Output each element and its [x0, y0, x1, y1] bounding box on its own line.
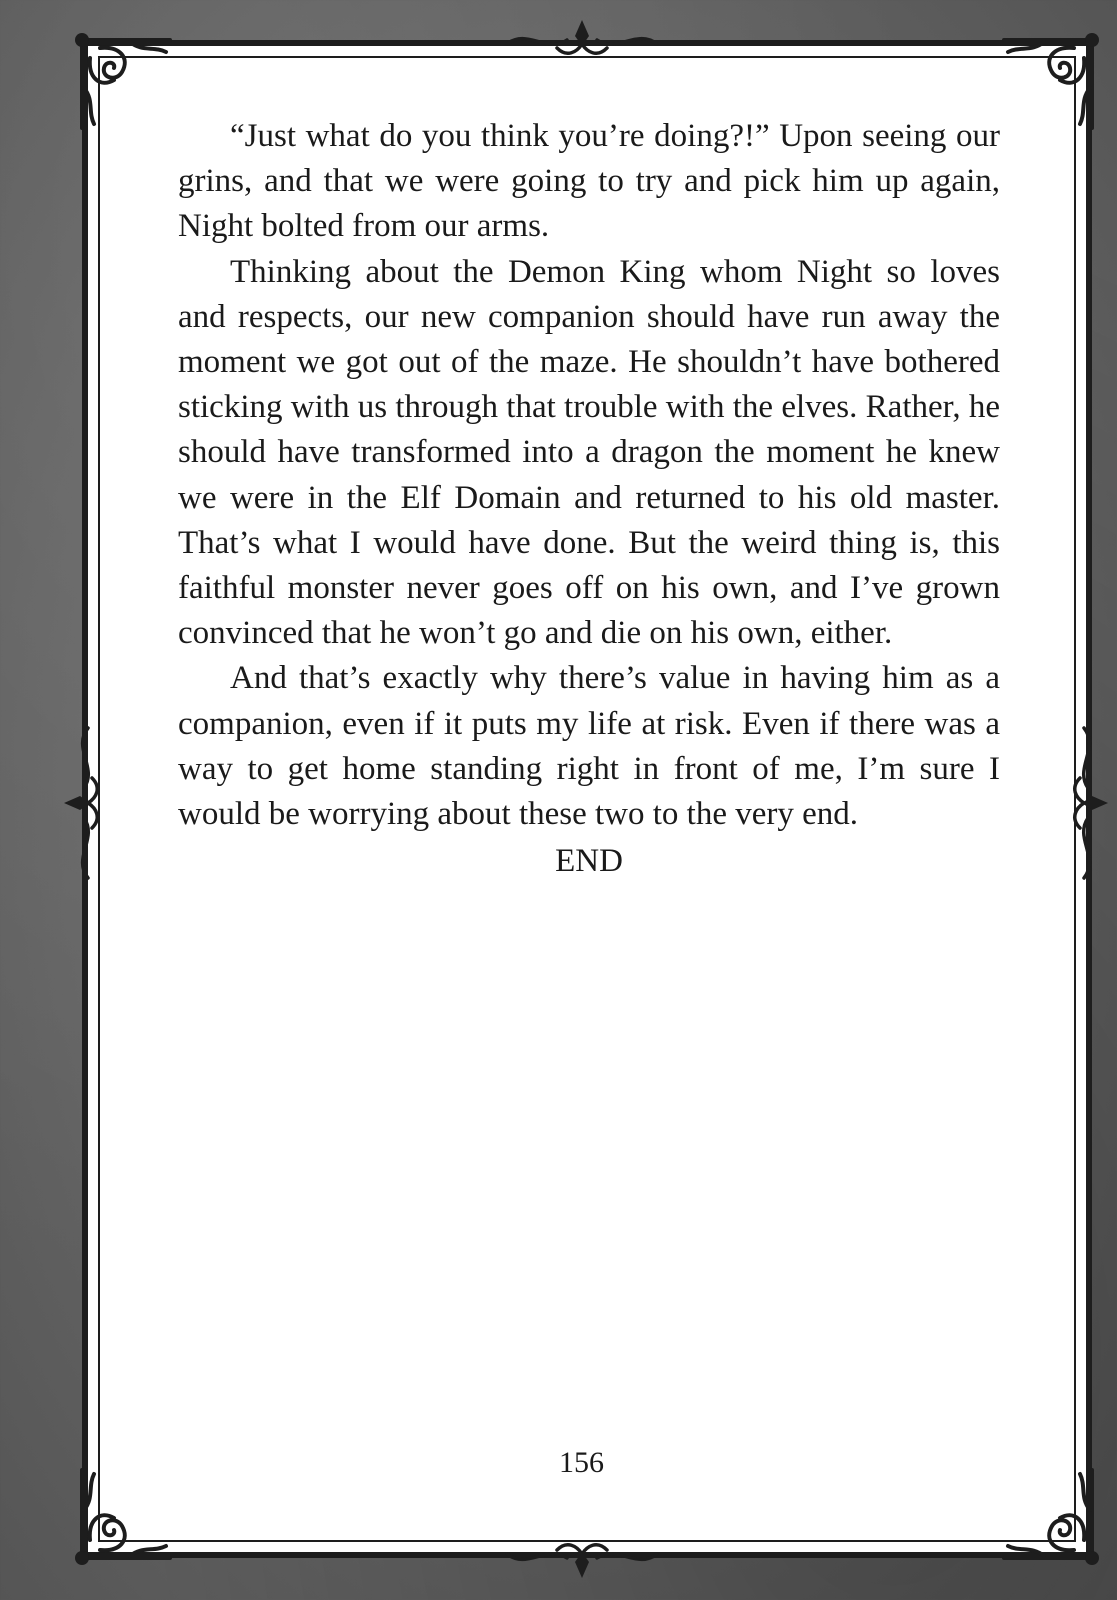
- paragraph: Thinking about the Demon King whom Night so loves and respects, our new companion should have run away the moment we got out of the maze. He shouldn’t have bothered sticking with us through that trouble with the elves. Rather, he should have transformed into a dragon the moment he knew we were in the Elf Domain and returned to his old master. That’s what I would have done. But the weird thing is, this faithful monster never goes off on his own, and I’ve grown convinced that he won’t go and die on his own, either.: [178, 253, 1000, 652]
- corner-scroll-icon: [70, 28, 180, 138]
- edge-scroll-icon: [497, 1536, 667, 1584]
- edge-scroll-icon: [497, 14, 667, 62]
- paragraph: “Just what do you think you’re doing?!” Upon seeing our grins, and that we were going to try and pick him up again, Night bolted from our arms.: [178, 118, 1000, 245]
- end-mark: END: [555, 843, 623, 880]
- paragraph: And that’s exactly why there’s value in having him as a companion, even if it puts my life at risk. Even if there was a way to get home standing right in front of me, I’m sure I would be worrying about these two to the very end.: [178, 660, 1000, 833]
- edge-scroll-icon: [1066, 718, 1114, 888]
- corner-scroll-icon: [994, 28, 1104, 138]
- page-body-text: [178, 114, 1000, 884]
- edge-scroll-icon: [58, 718, 106, 888]
- page-number: 156: [559, 1446, 604, 1479]
